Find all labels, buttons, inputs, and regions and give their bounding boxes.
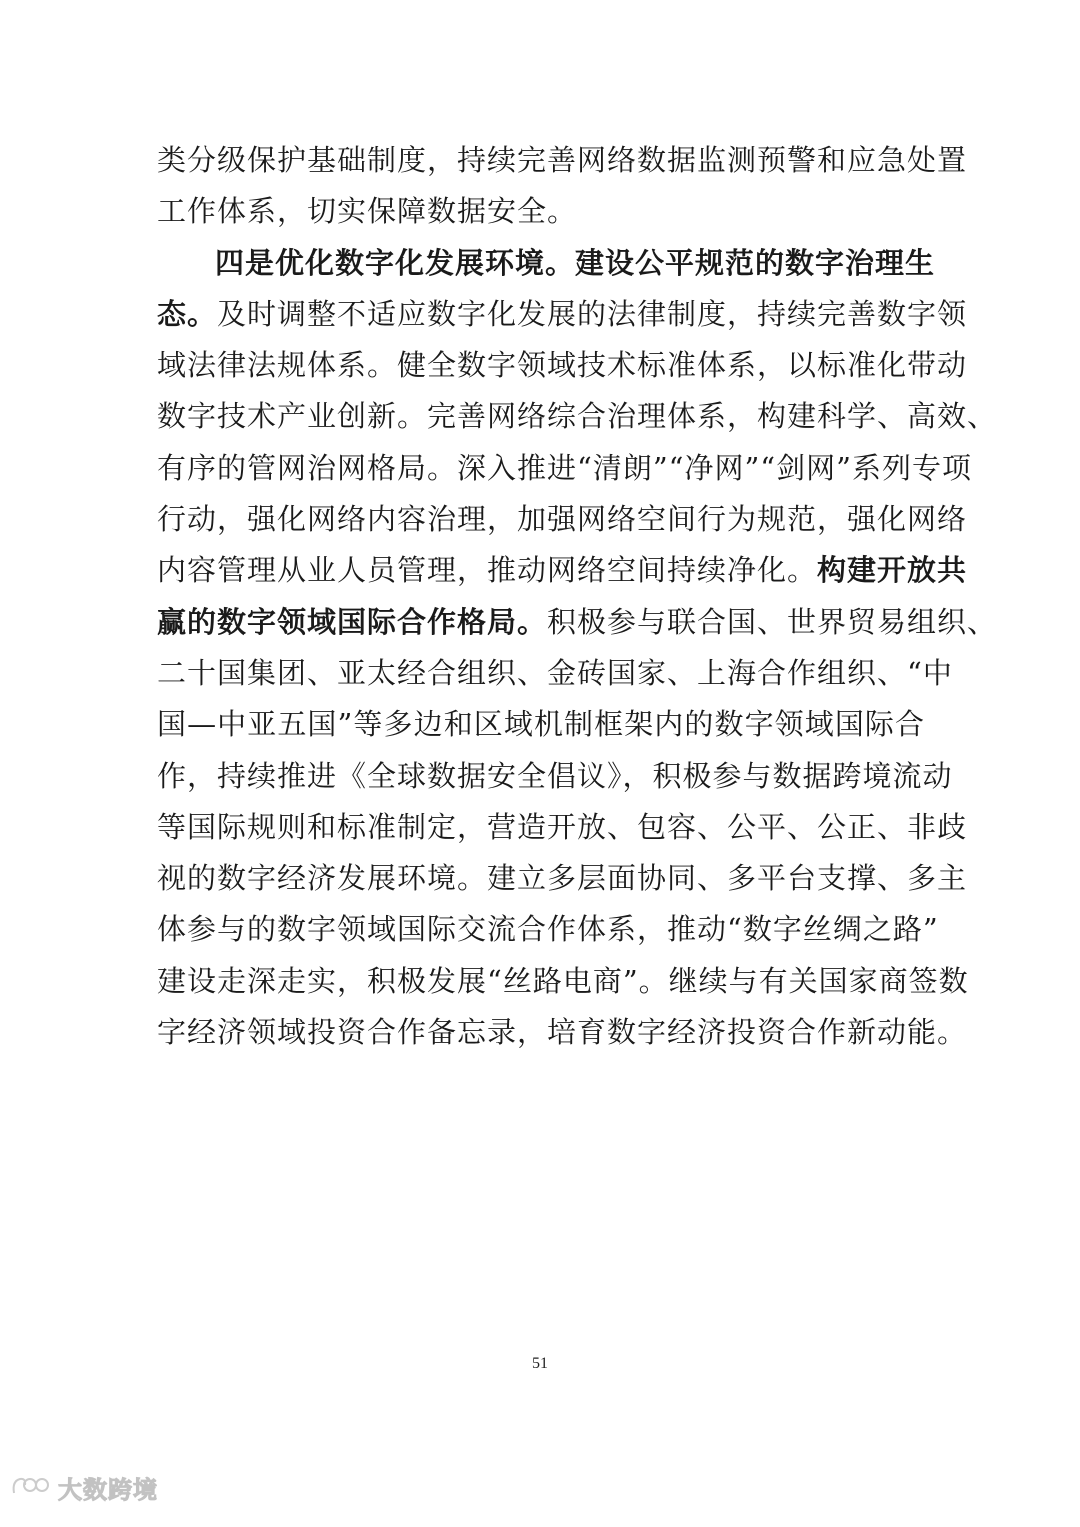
line-text: 国—中亚五国”等多边和区域机制框架内的数字领域国际合	[157, 707, 925, 742]
body-text	[157, 135, 998, 1058]
line-text: 有序的管网治网格局。深入推进“清朗”“净网”“剑网”系列专项	[157, 450, 972, 485]
bold-heading-text: 四是优化数字化发展环境。建设公平规范的数字治理生	[215, 245, 936, 280]
watermark	[10, 1470, 158, 1505]
text-line	[157, 186, 925, 237]
line-text: 体参与的数字领域国际交流合作体系，推动“数字丝绸之路”	[157, 912, 939, 947]
line-text: 行动，强化网络内容治理，加强网络空间行为规范，强化网络	[157, 502, 968, 537]
line-text: 作，持续推进《全球数据安全倡议》，积极参与数据跨境流动	[157, 758, 953, 793]
text-line	[157, 545, 968, 596]
page-number: 51	[532, 1355, 548, 1372]
text-line	[157, 648, 953, 699]
line-text: 数字技术产业创新。完善网络综合治理体系，构建科学、高效、	[157, 399, 998, 434]
line-text: 内容管理从业人员管理，推动网络空间持续净化。	[157, 553, 818, 588]
text-line	[157, 238, 936, 289]
line-text: 建设走深走实，积极发展“丝路电商”。继续与有关国家商签数	[157, 963, 969, 998]
text-line	[157, 1007, 968, 1058]
text-line	[157, 443, 972, 494]
watermark-text: 大数跨境	[58, 1476, 158, 1504]
text-line	[157, 699, 925, 750]
text-line	[157, 340, 968, 391]
text-line	[157, 751, 953, 802]
text-line	[157, 135, 968, 186]
text-line	[157, 494, 968, 545]
line-text: 域法律法规体系。健全数字领域技术标准体系，以标准化带动	[157, 348, 968, 383]
bold-heading-text: 赢的数字领域国际合作格局。	[157, 604, 548, 639]
text-line	[157, 956, 969, 1007]
line-text: 字经济领域投资合作备忘录，培育数字经济投资合作新动能。	[157, 1015, 968, 1050]
watermark-logo-icon	[10, 1473, 50, 1503]
line-text: 二十国集团、亚太经合组织、金砖国家、上海合作组织、“中	[157, 655, 953, 690]
line-text: 等国际规则和标准制定，营造开放、包容、公平、公正、非歧	[157, 809, 968, 844]
text-line	[157, 802, 968, 853]
text-line	[157, 904, 939, 955]
line-text: 工作体系，切实保障数据安全。	[157, 194, 578, 229]
text-line	[157, 289, 968, 340]
bold-heading-text: 态。	[157, 296, 218, 331]
text-line	[157, 853, 968, 904]
text-line	[157, 391, 998, 442]
text-line	[157, 597, 998, 648]
line-text: 及时调整不适应数字化发展的法律制度，持续完善数字领	[217, 296, 968, 331]
line-text: 类分级保护基础制度，持续完善网络数据监测预警和应急处置	[157, 143, 968, 177]
bold-heading-text: 构建开放共	[817, 553, 968, 588]
line-text: 积极参与联合国、世界贸易组织、	[547, 604, 998, 639]
line-text: 视的数字经济发展环境。建立多层面协同、多平台支撑、多主	[157, 861, 968, 896]
